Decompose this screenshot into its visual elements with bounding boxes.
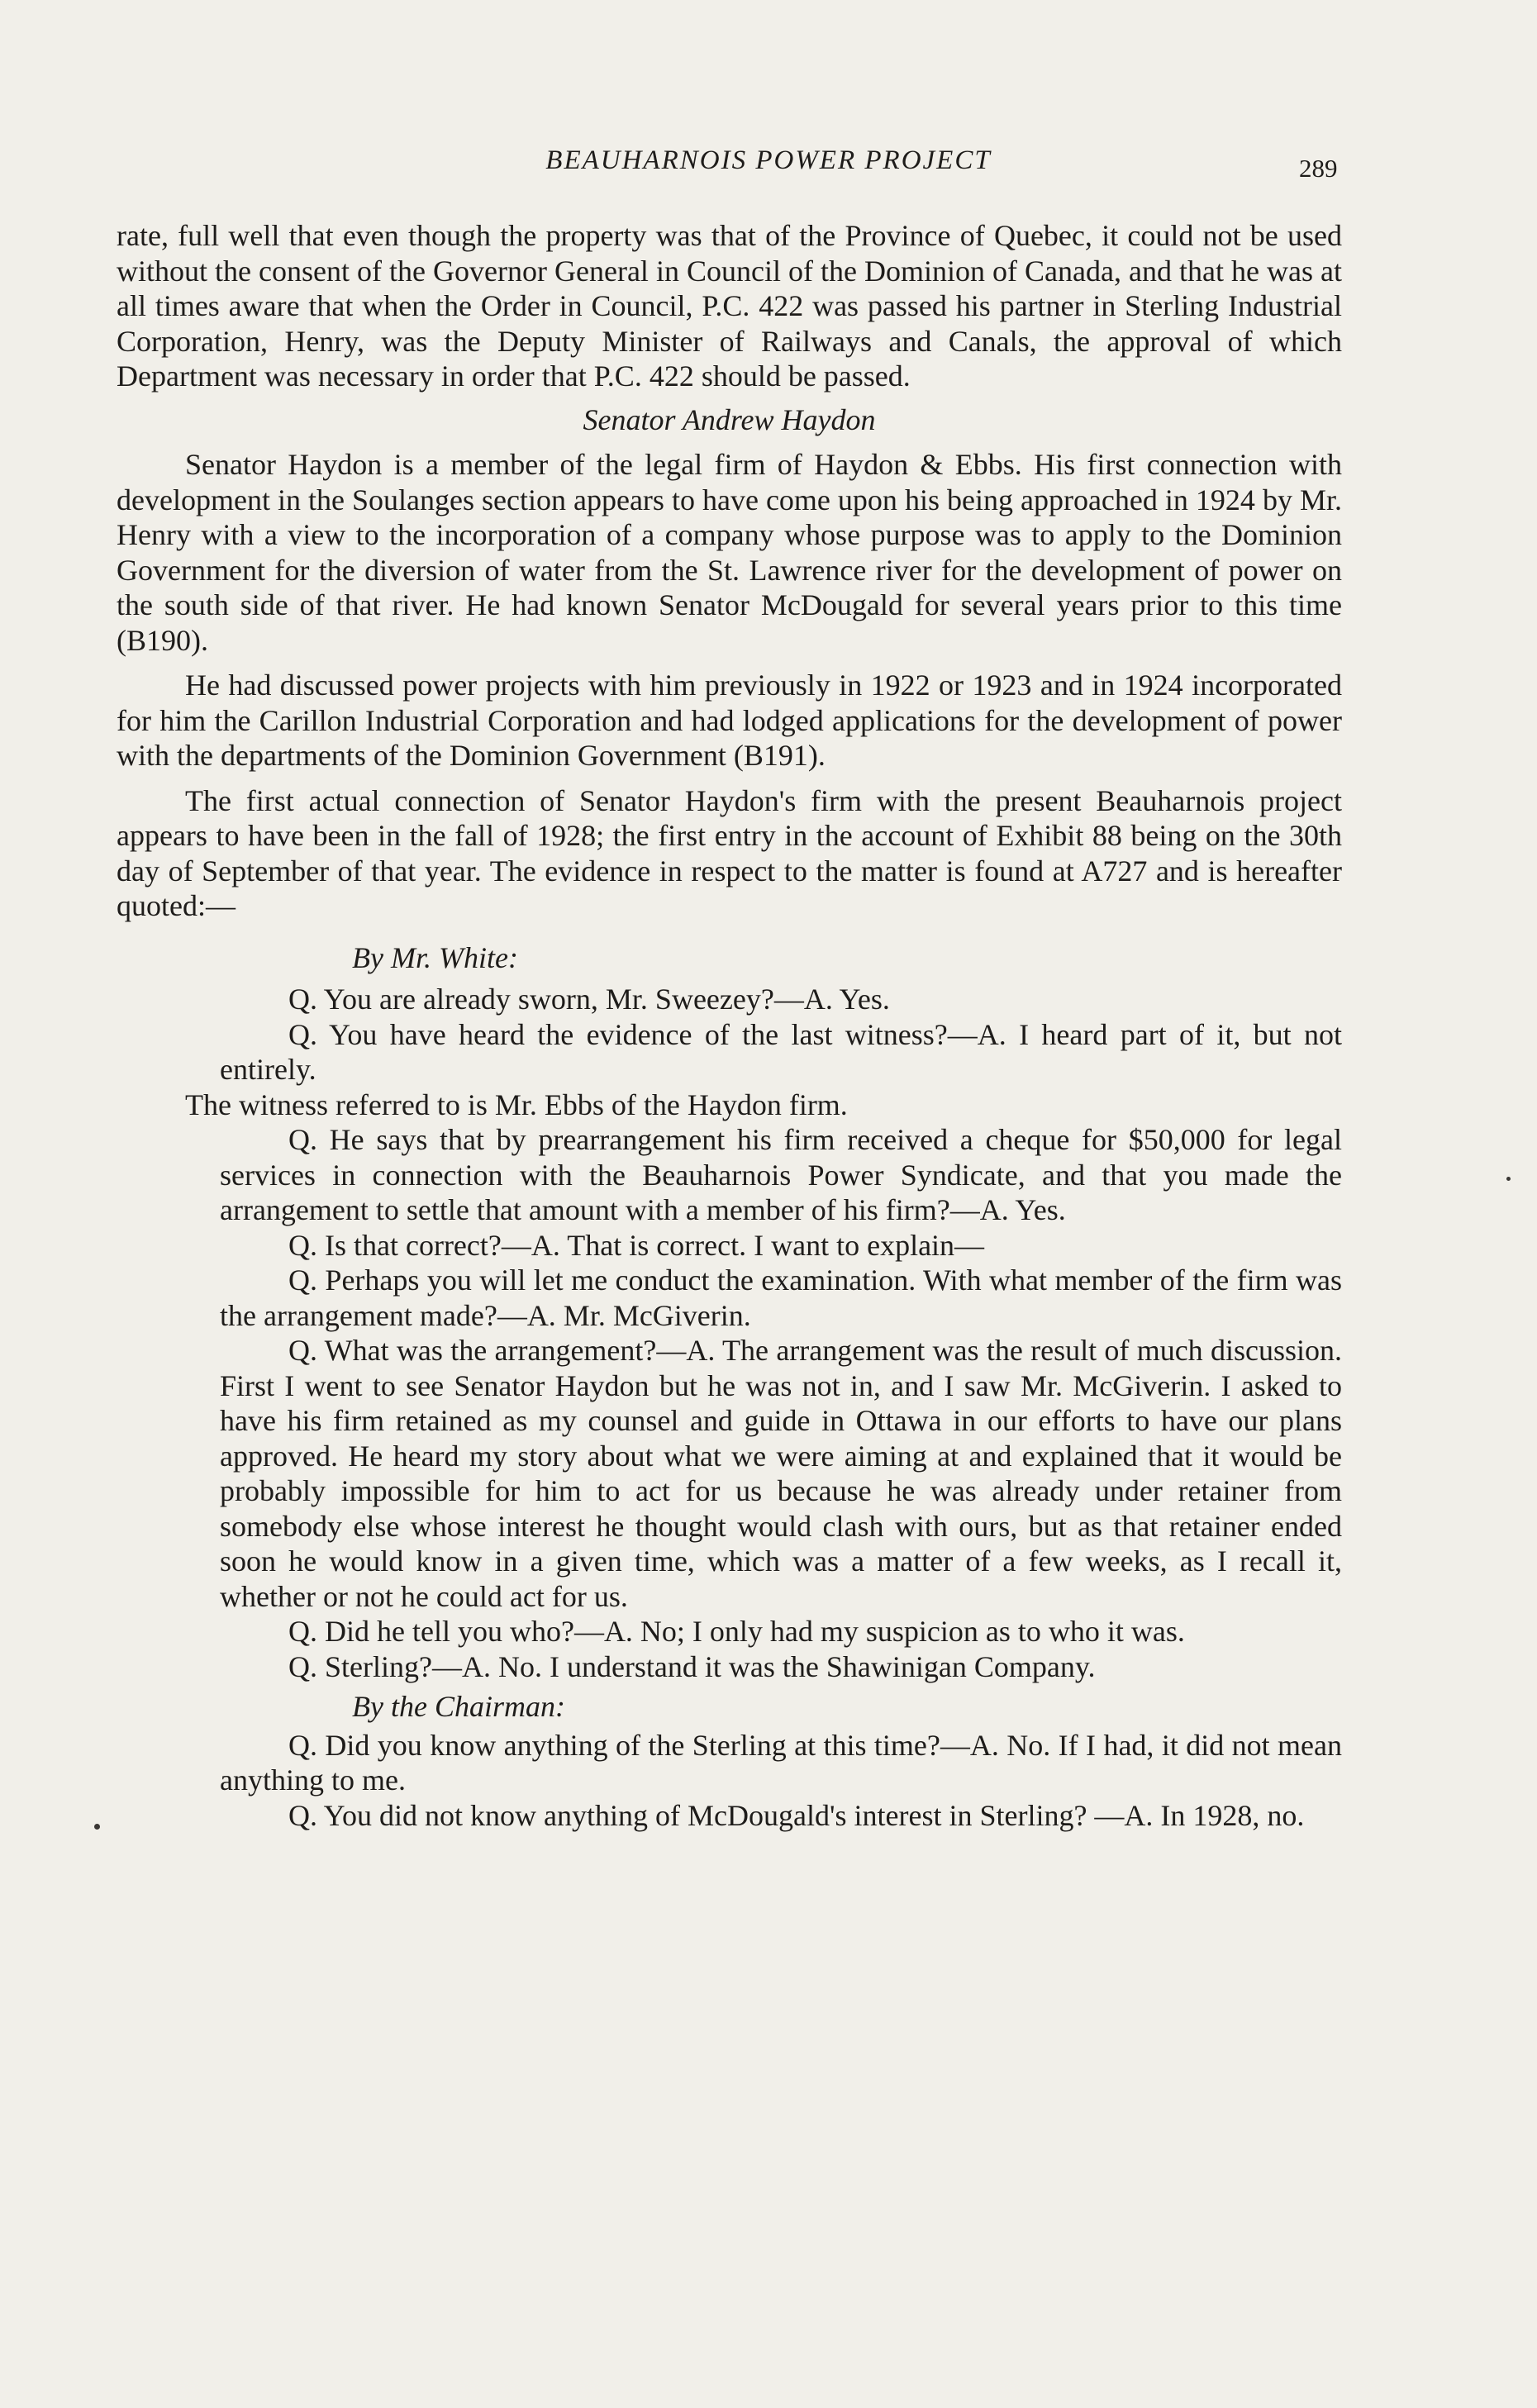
testimony-line: Q. Did he tell you who?—A. No; I only had my suspicion as to who it was. (288, 1615, 1185, 1648)
speaker-label: By Mr. White: (352, 940, 518, 974)
body-text (117, 218, 1342, 1833)
page-number: 289 (1299, 154, 1338, 183)
testimony-line: Q. What was the arrangement?—A. The arrangement was the result of much discussion. First I went to see Senator Haydon but he was not in, and I saw Mr. McGiverin. I asked to have his firm retained as my counsel and guide in Ottawa in our efforts to have our plans approved. He heard my story about what we were aiming at and explained that it would be probably impossible for him to act for us because he was already under retainer from somebody else whose interest he thought would clash with ours, but as that retainer ended soon he would know in a given time, which was a matter of a few weeks, as I recall it, whether or not he could act for us. (220, 1334, 1342, 1613)
paragraph: Senator Haydon is a member of the legal firm of Haydon & Ebbs. His first connection with development in the Soulanges section appears to have come upon his being approached in 1924 by Mr. Henry with a view to the incorporation of a company whose purpose was to apply to the Dominion Government for the diversion of water from the St. Lawrence river for the development of power on the south side of that river. He had known Senator McDougald for several years prior to this time (B190). (117, 448, 1342, 657)
testimony-line: Q. He says that by prearrangement his firm received a cheque for $50,000 for legal services in connection with the Beauharnois Power Syndicate, and that you made the arrangement to settle that amount with a member of his firm?—A. Yes. (220, 1123, 1342, 1226)
testimony-line: Q. You did not know anything of McDougald's interest in Sterling? —A. In 1928, no. (288, 1798, 1305, 1832)
testimony-line: Q. Sterling?—A. No. I understand it was the Shawinigan Company. (288, 1649, 1096, 1683)
paragraph: He had discussed power projects with him previously in 1922 or 1923 and in 1924 incorporated for him the Carillon Industrial Corporation and had lodged applications for the development of power with the departments of the Dominion Government (B191). (117, 669, 1342, 772)
speaker-label: By the Chairman: (352, 1690, 565, 1723)
narrative-note: The witness referred to is Mr. Ebbs of the Haydon firm. (185, 1087, 848, 1121)
section-heading: Senator Andrew Haydon (583, 402, 876, 436)
paragraph: The first actual connection of Senator Haydon's firm with the present Beauharnois project appears to have been in the fall of 1928; the first entry in the account of Exhibit 88 being on the 30th day of September of that year. The evidence in respect to the matter is found at A727 and is hereafter quoted:— (117, 783, 1342, 922)
testimony-line: Q. You have heard the evidence of the last witness?—A. I heard part of it, but not entirely. (220, 1017, 1342, 1086)
testimony-line: Q. Is that correct?—A. That is correct. I want to explain— (288, 1228, 985, 1262)
paragraph: rate, full well that even though the property was that of the Province of Quebec, it could not be used without the consent of the Governor General in Council of the Dominion of Canada, and that he was at all times aware that when the Order in Council, P.C. 422 was passed his partner in Sterling Industrial Corporation, Henry, was the Deputy Minister of Railways and Canals, the approval of which Department was necessary in order that P.C. 422 should be passed. (117, 219, 1342, 393)
running-title: BEAUHARNOIS POWER PROJECT (545, 145, 992, 175)
testimony-line: Q. Perhaps you will let me conduct the examination. With what member of the firm was the arrangement made?—A. Mr. McGiverin. (220, 1263, 1342, 1332)
print-speck (94, 1824, 100, 1830)
testimony-line: Q. You are already sworn, Mr. Sweezey?—A. Yes. (288, 983, 890, 1016)
testimony-line: Q. Did you know anything of the Sterling at this time?—A. No. If I had, it did not mean anything to me. (220, 1728, 1342, 1796)
print-speck (1506, 1177, 1511, 1181)
